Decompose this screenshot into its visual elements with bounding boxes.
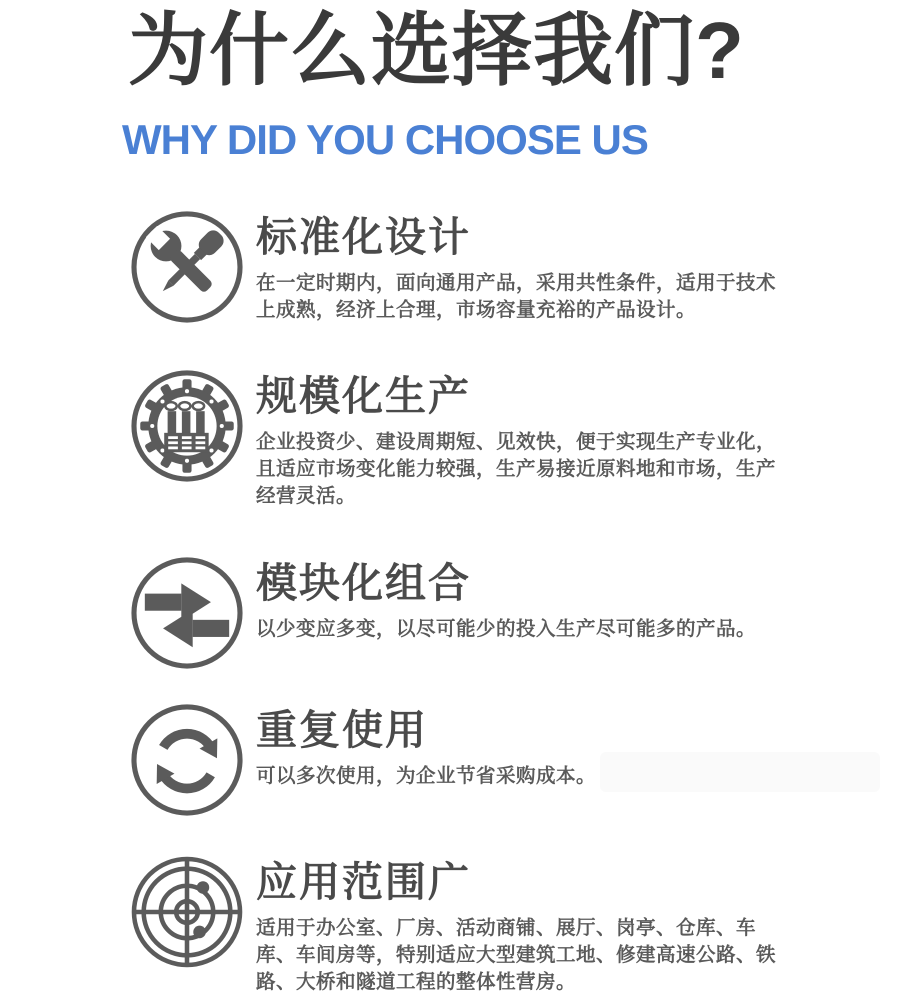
feature-title: 规模化生产 [256, 372, 471, 419]
feature-body [256, 703, 781, 790]
feature-wide-application [130, 855, 900, 996]
converging-arrows-icon [130, 556, 244, 670]
feature-body [256, 369, 781, 510]
feature-description: 适用于办公室、厂房、活动商铺、展厅、岗亭、仓库、车库、车间房等，特别适应大型建筑工地、修建高速公路、铁路、大桥和隧道工程的整体性营房。 [256, 917, 777, 993]
recycle-arrows-icon [130, 703, 244, 817]
feature-list [0, 210, 900, 996]
feature-scaled-production [130, 369, 900, 510]
feature-modular-combination [130, 556, 900, 670]
page-subtitle: WHY DID YOU CHOOSE US [122, 115, 648, 163]
feature-description: 以少变应多变，以尽可能少的投入生产尽可能多的产品。 [256, 618, 757, 640]
feature-reuse [130, 703, 900, 817]
page-title: 为什么选择我们? [128, 6, 745, 95]
feature-title: 模块化组合 [256, 559, 471, 606]
feature-title: 应用范围广 [256, 858, 471, 905]
feature-body [256, 556, 781, 643]
gear-factory-icon [130, 369, 244, 483]
feature-description: 在一定时期内，面向通用产品，采用共性条件，适用于技术上成熟，经济上合理，市场容量充裕的产品设计。 [256, 272, 777, 321]
page-header [0, 0, 900, 162]
feature-title: 标准化设计 [256, 213, 471, 260]
feature-standardized-design [130, 210, 900, 324]
feature-description: 企业投资少、建设周期短、见效快，便于实现生产专业化，且适应市场变化能力较强，生产易接近原料地和市场，生产经营灵活。 [256, 431, 777, 507]
feature-description: 可以多次使用，为企业节省采购成本。 [256, 765, 597, 787]
feature-body [256, 855, 781, 996]
target-radar-icon [130, 855, 244, 969]
feature-body [256, 210, 781, 324]
feature-title: 重复使用 [256, 706, 428, 753]
tools-icon [130, 210, 244, 324]
